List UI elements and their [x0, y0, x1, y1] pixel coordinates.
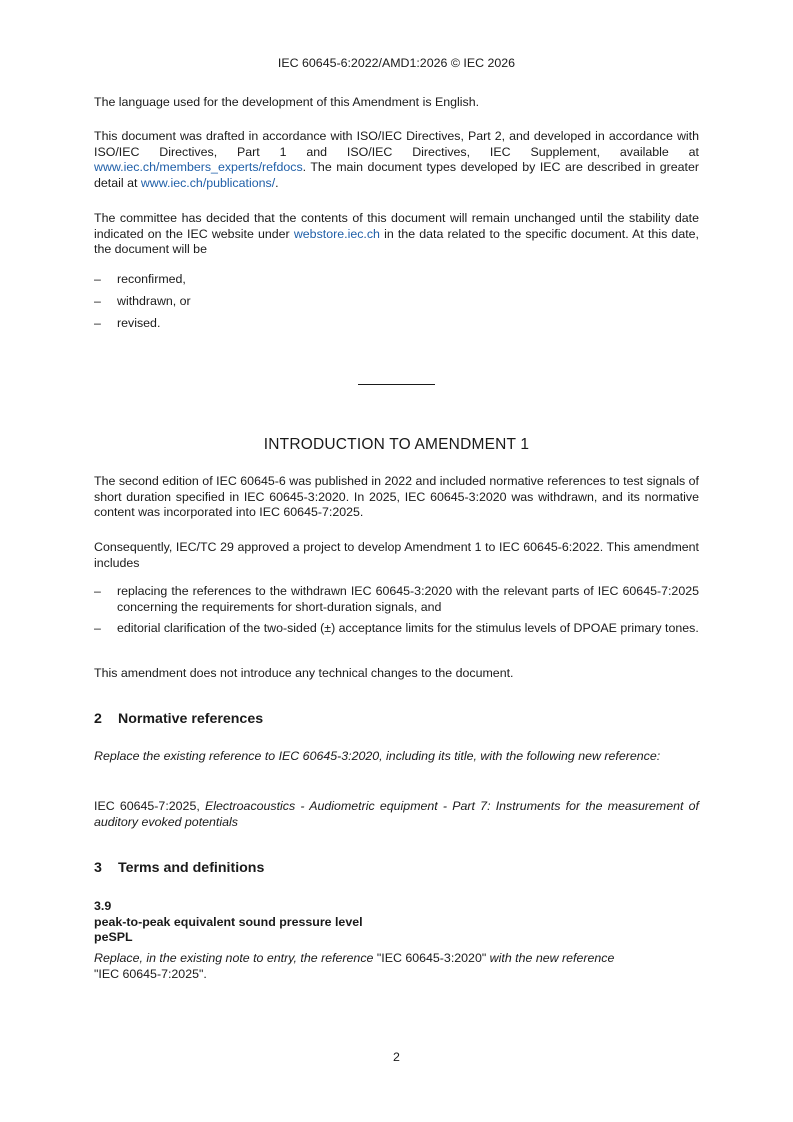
section-2-instruction: Replace the existing reference to IEC 60645-3:2020, including its title, with the following new reference:	[94, 749, 661, 763]
drafted-text-2: . The main document types developed by IEC are described in greater detail at	[94, 160, 699, 190]
dash-bullet: –	[94, 294, 101, 308]
dash-bullet: –	[94, 584, 101, 598]
section-3-heading	[94, 860, 699, 876]
list-item	[94, 584, 699, 615]
instruction-text-2: with the new reference	[486, 951, 615, 965]
section-title: Normative references	[118, 711, 264, 727]
separator-line	[358, 384, 435, 385]
list-item-text: replacing the references to the withdrawn IEC 60645-3:2020 with the relevant parts of IEC 60645-7:2025 concerning the requirements for short-duration signals, and	[117, 584, 699, 614]
drafted-paragraph	[94, 129, 699, 191]
committee-text-1: The committee has decided that the contents of this document will remain unchanged until the stability date indicated on the IEC website under	[94, 211, 699, 241]
committee-text-2: in the data related to the specific document. At this date, the document will be	[94, 226, 699, 256]
term: peak-to-peak equivalent sound pressure level	[94, 914, 363, 929]
section-title: Terms and definitions	[118, 860, 265, 876]
section-number: 3	[94, 860, 102, 876]
instruction-text-1: Replace, in the existing note to entry, the reference	[94, 951, 377, 965]
list-item	[94, 272, 699, 288]
introduction-title: INTRODUCTION TO AMENDMENT 1	[263, 436, 530, 453]
term-entry	[94, 899, 699, 946]
dash-bullet: –	[94, 272, 101, 286]
webstore-link[interactable]: webstore.iec.ch	[293, 226, 380, 241]
publications-link[interactable]: www.iec.ch/publications/	[140, 175, 276, 190]
list-item	[94, 294, 699, 310]
drafted-text-3: .	[275, 175, 279, 190]
intro-paragraph-2: Consequently, IEC/TC 29 approved a project to develop Amendment 1 to IEC 60645-6:2022. This amendment includes	[94, 540, 699, 570]
list-item-text: editorial clarification of the two-sided (±) acceptance limits for the stimulus levels of DPOAE primary tones.	[117, 621, 699, 635]
term-number: 3.9	[94, 899, 112, 913]
drafted-text-1: This document was drafted in accordance with ISO/IEC Directives, Part 2, and developed in accordance with ISO/IEC Directives, Part 1 and ISO/IEC Directives, IEC Supplement, available at	[94, 129, 699, 159]
intro-paragraph-1: The second edition of IEC 60645-6 was published in 2022 and included normative references to test signals of short duration specified in IEC 60645-3:2020. In 2025, IEC 60645-3:2020 was withdrawn, and its normative content was incorporated into IEC 60645-7:2025.	[94, 474, 699, 519]
language-paragraph: The language used for the development of this Amendment is English.	[94, 95, 480, 109]
list-item-text: withdrawn, or	[117, 294, 191, 308]
intro-list	[94, 584, 699, 637]
section-2-heading	[94, 711, 699, 727]
list-item-text: revised.	[117, 316, 161, 330]
old-reference: "IEC 60645-3:2020"	[376, 951, 487, 965]
list-item	[94, 621, 699, 637]
term-abbreviation: peSPL	[94, 930, 133, 944]
refdocs-link[interactable]: www.iec.ch/members_experts/refdocs	[94, 160, 303, 174]
list-item	[94, 316, 699, 332]
list-item-text: reconfirmed,	[117, 272, 186, 286]
dash-bullet: –	[94, 316, 101, 330]
status-list	[94, 272, 699, 332]
committee-paragraph	[94, 211, 699, 258]
normative-reference	[94, 799, 699, 830]
running-header: IEC 60645-6:2022/AMD1:2026 © IEC 2026	[277, 56, 516, 70]
intro-paragraph-3: This amendment does not introduce any technical changes to the document.	[94, 666, 514, 680]
page-number: 2	[393, 1050, 400, 1064]
term-instruction	[94, 951, 699, 982]
reference-title: Electroacoustics - Audiometric equipment - Part 7: Instruments for the measurement of auditory evoked potentials	[94, 799, 700, 829]
dash-bullet: –	[94, 621, 101, 635]
new-reference: "IEC 60645-7:2025".	[94, 966, 207, 981]
section-number: 2	[94, 711, 102, 727]
reference-designation: IEC 60645-7:2025,	[94, 799, 205, 813]
